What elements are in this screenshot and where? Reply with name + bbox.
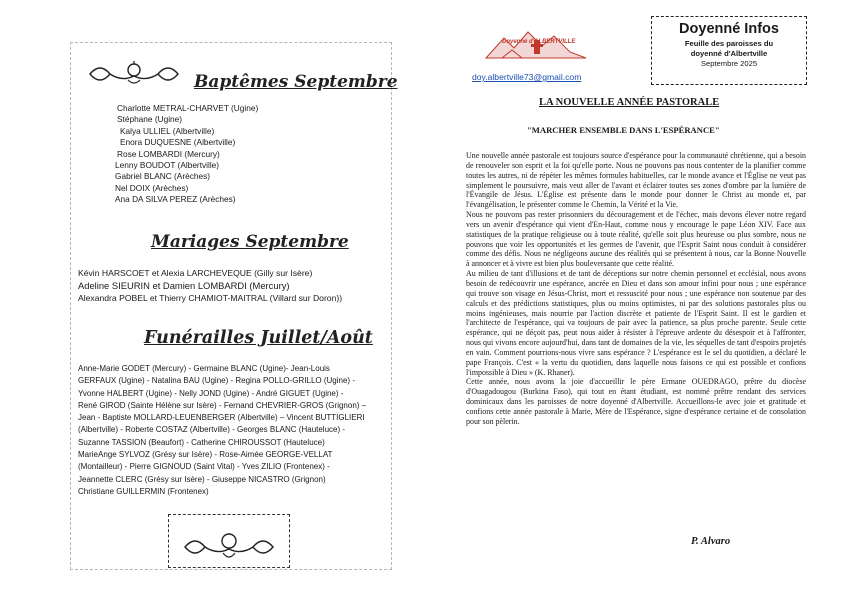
- list-item: Kalya ULLIEL (Albertville): [120, 125, 215, 136]
- baptemes-title: Baptêmes Septembre: [194, 72, 398, 92]
- info-subtitle-line2: doyenné d'Albertville: [690, 49, 768, 58]
- info-date: Septembre 2025: [700, 59, 758, 68]
- list-item: Lenny BOUDOT (Albertville): [115, 160, 220, 171]
- list-item: Gabriel BLANC (Arèches): [115, 171, 210, 182]
- email-link[interactable]: doy.albertville73@gmail.com: [472, 72, 582, 82]
- mariages-list: [78, 267, 342, 305]
- list-item: Jean - Baptiste MOLLARD-LEUENBERGER (Albertville) – Vincent BUTTIGLIERI: [78, 413, 365, 423]
- list-item: Charlotte METRAL-CHARVET (Ugine): [117, 103, 259, 113]
- ornament-bottom: [169, 515, 289, 567]
- list-item: Jeannette CLERC (Grésy sur Isère) - Giuseppe NICASTRO (Grignon): [78, 474, 326, 484]
- list-item: Nel DOIX (Arèches): [115, 182, 189, 193]
- paragraph: Au milieu de tant d'illusions et de tant de déceptions sur notre chemin personnel et ecclésial, nous avons besoin de redécouvrir une espérance, ancrée en Dieu et dans son amour infini pour nous ; une espérance qui trouve son visage en Jésus-Christ, mort et ressuscité pour nous ; une espérance non soutenue par des calculs et des prédictions statistiques, plus ou moins optimistes, ni par des solutions pastorales plus ou moins ingénieuses, mais nourrie par l'action discrète et patiente de l'Esprit Saint. Il est le gardien et l'architecte de l'espérance, qui va toujours de pair avec la patience, sa plus proche parente. Seule cette espérance, qui ne déçoit pas, peut nous aider à résister à l'épreuve ardente du désespoir et à l'affronter, nous qui vivons encore aujourd'hui, dans tant de domaines de la vie, les séquelles de tant d'espoirs projetés en vain. Comment pourrions-nous vivre sans espérance ? L'espérance est le sel du quotidien, a déclaré le pape François. C'est « la vertu du quotidien, dans laquelle nous faisons ce qui est possible et confions l'impossible à Dieu » (K. Rhaner).: [466, 269, 806, 377]
- article-body: [466, 151, 806, 427]
- paragraph: Cette année, nous avons la joie d'accueillir le père Ermane OUEDRAGO, prêtre du diocèse d'Ouagadougou (Burkina Faso), qui tout en étant étudiant, est nommé prêtre rendant des services dominicaux dans les paroisses de notre doyenné d'Albertville. Accueillons-le avec joie et gratitude et confions cette année pastorale à Marie, Mère de l'Espérance, signe d'espérance certaine et de consolation pour son pèlerin.: [466, 377, 806, 426]
- info-box: [651, 16, 807, 85]
- list-item: (Montailleur) - Pierre GIGNOUD (Saint Vital) - Yves ZILIO (Frontenex) -: [78, 462, 330, 472]
- paragraph: Une nouvelle année pastorale est toujours source d'espérance pour la communauté chrétienne, qui a besoin de renouveler son esprit et la foi qu'elle porte. Nous ne pouvons pas nous contenter de la planifier comme toutes les autres, ni de répéter les mêmes formules habituelles, car le monde avance et l'Église ne veut pas simplement le poursuivre, mais veut aller de l'avant et éclairer toutes ses zones d'ombre par la lumière de l'Évangile de Jésus. L'Église est présente dans le monde pour donner le Christ au monde et, par l'évangélisation, le présenter comme le Chemin, la Vérité et la Vie.: [466, 151, 806, 210]
- ornament-baptemes: [88, 60, 180, 88]
- mariages-title: Mariages Septembre: [151, 232, 349, 252]
- list-item: Christiane GUILLERMIN (Frontenex): [78, 486, 209, 496]
- funerailles-list: [78, 363, 383, 498]
- list-item: Alexandra POBEL et Thierry CHAMIOT-MAITRAL (Villard sur Doron)): [78, 293, 343, 304]
- list-item: Suzanne TASSION (Beaufort) - Catherine CHIROUSSOT (Hauteluce): [78, 437, 325, 447]
- info-subtitle-line1: Feuille des paroisses du: [684, 39, 774, 48]
- baptemes-list: [117, 103, 258, 206]
- list-item: Rose LOMBARDI (Mercury): [117, 148, 220, 159]
- paragraph: Nous ne pouvons pas rester prisonniers du découragement et de l'échec, mais devons élever notre regard vers un avenir d'espérance qui vient d'En-Haut, comme nous y encourage le pape Léon XIV. Face aux statistiques de la pratique religieuse ou à toute réalité, qu'elle soit plus heureuse ou plus sombre, nous ne pouvons que voir les opportunités et les germes de l'avenir, que l'Esprit Saint nous conduit à considérer comme des défis. Nous ne négligeons aucune des réalités qui se présentent à nous, car la Bonne Nouvelle à annoncer et à vivre est bien plus bouleversante que cette réalité.: [466, 210, 806, 269]
- article-subtitle: "MARCHER ENSEMBLE DANS L'ESPÉRANCE": [527, 125, 720, 135]
- list-item: Yvonne HALBERT (Ugine) - Nelly JOND (Ugine) - André GIGUET (Ugine) -: [78, 388, 344, 398]
- signature: P. Alvaro: [691, 536, 731, 547]
- doyenne-logo: [482, 28, 592, 66]
- ornament-bottom-frame: [168, 514, 290, 568]
- logo-text: Doyenné d'ALBERTVILLE: [502, 39, 576, 45]
- list-item: Ana DA SILVA PEREZ (Arèches): [115, 194, 236, 205]
- info-title: Doyenné Infos: [679, 21, 779, 37]
- list-item: GERFAUX (Ugine) - Natalina BAU (Ugine) - Regina POLLO-GRILLO (Ugine) -: [78, 376, 355, 386]
- list-item: Enora DUQUESNE (Albertville): [120, 137, 236, 148]
- article-title: LA NOUVELLE ANNÉE PASTORALE: [539, 97, 720, 108]
- list-item: (Albertville) - Roberte COSTAZ (Albertville) - Georges BLANC (Hauteluce) -: [78, 425, 346, 435]
- list-item: Stéphane (Ugine): [117, 114, 183, 125]
- list-item: MarieAnge SYLVOZ (Grésy sur Isère) - Rose-Aimée GEORGE-VELLAT: [78, 450, 333, 460]
- list-item: Kévin HARSCOET et Alexia LARCHEVEQUE (Gilly sur Isère): [78, 268, 313, 278]
- funerailles-title: Funérailles Juillet/Août: [144, 328, 373, 348]
- list-item: Adeline SIEURIN et Damien LOMBARDI (Mercury): [78, 279, 290, 291]
- list-item: Anne-Marie GODET (Mercury) - Germaine BLANC (Ugine)- Jean-Louis: [78, 364, 330, 373]
- list-item: René GIROD (Sainte Hélène sur Isère) - Fernand CHEVRIER-GROS (Grignon) –: [78, 400, 367, 410]
